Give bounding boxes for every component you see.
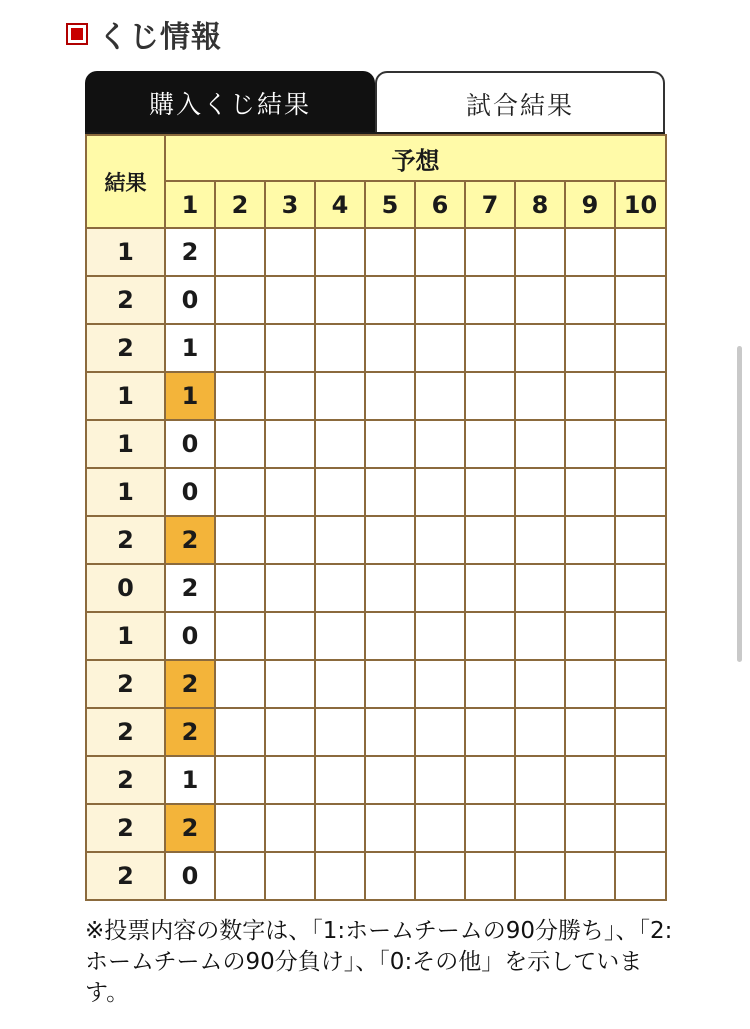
empty-prediction-cell xyxy=(365,276,415,324)
footnote: ※投票内容の数字は、「1:ホームチームの90分勝ち」、「2:ホームチームの90分負け」、「0:その他」を示しています。 xyxy=(85,918,673,1006)
empty-prediction-cell xyxy=(415,852,465,900)
prediction-cell-hit: 2 xyxy=(165,804,215,852)
empty-prediction-cell xyxy=(365,564,415,612)
prediction-column-5: 5 xyxy=(365,181,415,228)
empty-prediction-cell xyxy=(215,804,265,852)
result-cell: 2 xyxy=(86,276,165,324)
empty-prediction-cell xyxy=(515,276,565,324)
prediction-column-4: 4 xyxy=(315,181,365,228)
prediction-column-6: 6 xyxy=(415,181,465,228)
empty-prediction-cell xyxy=(315,516,365,564)
empty-prediction-cell xyxy=(465,804,515,852)
empty-prediction-cell xyxy=(265,324,315,372)
empty-prediction-cell xyxy=(615,804,666,852)
empty-prediction-cell xyxy=(215,468,265,516)
empty-prediction-cell xyxy=(265,804,315,852)
empty-prediction-cell xyxy=(265,468,315,516)
empty-prediction-cell xyxy=(615,324,666,372)
empty-prediction-cell xyxy=(215,324,265,372)
prediction-column-7: 7 xyxy=(465,181,515,228)
result-cell: 2 xyxy=(86,804,165,852)
empty-prediction-cell xyxy=(565,324,615,372)
empty-prediction-cell xyxy=(565,708,615,756)
empty-prediction-cell xyxy=(465,564,515,612)
table-row xyxy=(86,564,666,612)
empty-prediction-cell xyxy=(315,324,365,372)
empty-prediction-cell xyxy=(265,516,315,564)
empty-prediction-cell xyxy=(215,420,265,468)
empty-prediction-cell xyxy=(465,708,515,756)
empty-prediction-cell xyxy=(265,756,315,804)
empty-prediction-cell xyxy=(215,516,265,564)
empty-prediction-cell xyxy=(415,372,465,420)
empty-prediction-cell xyxy=(415,564,465,612)
empty-prediction-cell xyxy=(415,516,465,564)
table-row xyxy=(86,372,666,420)
empty-prediction-cell xyxy=(315,468,365,516)
empty-prediction-cell xyxy=(565,420,615,468)
empty-prediction-cell xyxy=(365,756,415,804)
table-row xyxy=(86,276,666,324)
empty-prediction-cell xyxy=(315,276,365,324)
empty-prediction-cell xyxy=(315,804,365,852)
table-row xyxy=(86,612,666,660)
section-header xyxy=(66,14,222,54)
empty-prediction-cell xyxy=(365,612,415,660)
empty-prediction-cell xyxy=(615,612,666,660)
section-title: くじ情報 xyxy=(98,20,222,55)
prediction-cell: 0 xyxy=(165,420,215,468)
empty-prediction-cell xyxy=(465,276,515,324)
empty-prediction-cell xyxy=(515,516,565,564)
prediction-column-1: 1 xyxy=(165,181,215,228)
empty-prediction-cell xyxy=(465,372,515,420)
empty-prediction-cell xyxy=(215,708,265,756)
empty-prediction-cell xyxy=(215,852,265,900)
table-row xyxy=(86,708,666,756)
empty-prediction-cell xyxy=(315,420,365,468)
table-body xyxy=(86,228,666,900)
prediction-cell: 2 xyxy=(165,564,215,612)
empty-prediction-cell xyxy=(615,372,666,420)
prediction-column-9: 9 xyxy=(565,181,615,228)
prediction-column-10: 10 xyxy=(615,181,666,228)
empty-prediction-cell xyxy=(615,228,666,276)
empty-prediction-cell xyxy=(615,276,666,324)
empty-prediction-cell xyxy=(515,708,565,756)
empty-prediction-cell xyxy=(215,756,265,804)
empty-prediction-cell xyxy=(415,708,465,756)
empty-prediction-cell xyxy=(515,852,565,900)
empty-prediction-cell xyxy=(315,756,365,804)
table-row xyxy=(86,852,666,900)
empty-prediction-cell xyxy=(565,804,615,852)
empty-prediction-cell xyxy=(515,324,565,372)
empty-prediction-cell xyxy=(365,324,415,372)
empty-prediction-cell xyxy=(465,324,515,372)
result-column-header: 結果 xyxy=(86,135,165,228)
empty-prediction-cell xyxy=(415,228,465,276)
empty-prediction-cell xyxy=(515,564,565,612)
empty-prediction-cell xyxy=(365,468,415,516)
empty-prediction-cell xyxy=(265,612,315,660)
empty-prediction-cell xyxy=(365,420,415,468)
red-square-icon xyxy=(66,23,88,45)
scrollbar[interactable] xyxy=(737,346,742,662)
empty-prediction-cell xyxy=(565,852,615,900)
empty-prediction-cell xyxy=(565,756,615,804)
empty-prediction-cell xyxy=(315,708,365,756)
table-row xyxy=(86,804,666,852)
empty-prediction-cell xyxy=(215,372,265,420)
prediction-cell: 0 xyxy=(165,612,215,660)
prediction-cell: 2 xyxy=(165,228,215,276)
empty-prediction-cell xyxy=(565,564,615,612)
empty-prediction-cell xyxy=(365,228,415,276)
empty-prediction-cell xyxy=(265,852,315,900)
result-cell: 2 xyxy=(86,516,165,564)
empty-prediction-cell xyxy=(215,276,265,324)
empty-prediction-cell xyxy=(215,612,265,660)
empty-prediction-cell xyxy=(265,708,315,756)
empty-prediction-cell xyxy=(465,852,515,900)
empty-prediction-cell xyxy=(465,660,515,708)
empty-prediction-cell xyxy=(365,372,415,420)
empty-prediction-cell xyxy=(515,660,565,708)
result-cell: 2 xyxy=(86,852,165,900)
prediction-cell-hit: 2 xyxy=(165,516,215,564)
empty-prediction-cell xyxy=(515,372,565,420)
prediction-column-8: 8 xyxy=(515,181,565,228)
result-cell: 2 xyxy=(86,708,165,756)
prediction-cell: 0 xyxy=(165,852,215,900)
empty-prediction-cell xyxy=(215,228,265,276)
empty-prediction-cell xyxy=(415,612,465,660)
empty-prediction-cell xyxy=(615,708,666,756)
prediction-cell: 1 xyxy=(165,756,215,804)
empty-prediction-cell xyxy=(565,372,615,420)
result-cell: 1 xyxy=(86,372,165,420)
empty-prediction-cell xyxy=(615,660,666,708)
prediction-column-2: 2 xyxy=(215,181,265,228)
empty-prediction-cell xyxy=(315,228,365,276)
lottery-table xyxy=(85,134,667,901)
prediction-column-3: 3 xyxy=(265,181,315,228)
empty-prediction-cell xyxy=(265,228,315,276)
table-row xyxy=(86,756,666,804)
table-row xyxy=(86,468,666,516)
tab-bar xyxy=(85,71,665,134)
empty-prediction-cell xyxy=(515,804,565,852)
empty-prediction-cell xyxy=(415,756,465,804)
empty-prediction-cell xyxy=(265,660,315,708)
empty-prediction-cell xyxy=(515,612,565,660)
prediction-cell: 1 xyxy=(165,324,215,372)
empty-prediction-cell xyxy=(615,564,666,612)
empty-prediction-cell xyxy=(365,516,415,564)
result-cell: 1 xyxy=(86,612,165,660)
empty-prediction-cell xyxy=(615,516,666,564)
empty-prediction-cell xyxy=(315,564,365,612)
empty-prediction-cell xyxy=(265,420,315,468)
empty-prediction-cell xyxy=(315,660,365,708)
empty-prediction-cell xyxy=(565,228,615,276)
empty-prediction-cell xyxy=(315,372,365,420)
empty-prediction-cell xyxy=(565,468,615,516)
tab-match-results[interactable]: 試合結果 xyxy=(375,71,665,134)
result-cell: 2 xyxy=(86,756,165,804)
empty-prediction-cell xyxy=(415,804,465,852)
table-row xyxy=(86,516,666,564)
empty-prediction-cell xyxy=(415,324,465,372)
empty-prediction-cell xyxy=(565,516,615,564)
empty-prediction-cell xyxy=(565,660,615,708)
empty-prediction-cell xyxy=(615,852,666,900)
empty-prediction-cell xyxy=(465,228,515,276)
table-row xyxy=(86,660,666,708)
empty-prediction-cell xyxy=(615,420,666,468)
empty-prediction-cell xyxy=(215,564,265,612)
empty-prediction-cell xyxy=(265,564,315,612)
prediction-cell-hit: 2 xyxy=(165,660,215,708)
prediction-cell: 0 xyxy=(165,468,215,516)
empty-prediction-cell xyxy=(615,468,666,516)
table-row xyxy=(86,420,666,468)
empty-prediction-cell xyxy=(415,468,465,516)
empty-prediction-cell xyxy=(415,420,465,468)
empty-prediction-cell xyxy=(265,372,315,420)
prediction-cell-hit: 1 xyxy=(165,372,215,420)
empty-prediction-cell xyxy=(465,756,515,804)
result-cell: 1 xyxy=(86,420,165,468)
result-cell: 1 xyxy=(86,228,165,276)
tab-purchase-results[interactable]: 購入くじ結果 xyxy=(85,71,375,134)
table-row xyxy=(86,228,666,276)
prediction-number-row xyxy=(86,181,666,228)
empty-prediction-cell xyxy=(515,756,565,804)
empty-prediction-cell xyxy=(415,660,465,708)
result-cell: 2 xyxy=(86,660,165,708)
empty-prediction-cell xyxy=(365,708,415,756)
empty-prediction-cell xyxy=(465,468,515,516)
empty-prediction-cell xyxy=(415,276,465,324)
result-cell: 0 xyxy=(86,564,165,612)
empty-prediction-cell xyxy=(365,852,415,900)
empty-prediction-cell xyxy=(515,228,565,276)
table-row xyxy=(86,324,666,372)
prediction-column-header: 予想 xyxy=(165,135,666,181)
empty-prediction-cell xyxy=(315,612,365,660)
empty-prediction-cell xyxy=(565,276,615,324)
prediction-cell-hit: 2 xyxy=(165,708,215,756)
empty-prediction-cell xyxy=(515,468,565,516)
empty-prediction-cell xyxy=(465,420,515,468)
empty-prediction-cell xyxy=(315,852,365,900)
empty-prediction-cell xyxy=(215,660,265,708)
empty-prediction-cell xyxy=(615,756,666,804)
empty-prediction-cell xyxy=(465,516,515,564)
empty-prediction-cell xyxy=(565,612,615,660)
prediction-cell: 0 xyxy=(165,276,215,324)
empty-prediction-cell xyxy=(365,660,415,708)
empty-prediction-cell xyxy=(265,276,315,324)
empty-prediction-cell xyxy=(465,612,515,660)
result-cell: 2 xyxy=(86,324,165,372)
empty-prediction-cell xyxy=(515,420,565,468)
empty-prediction-cell xyxy=(365,804,415,852)
result-cell: 1 xyxy=(86,468,165,516)
